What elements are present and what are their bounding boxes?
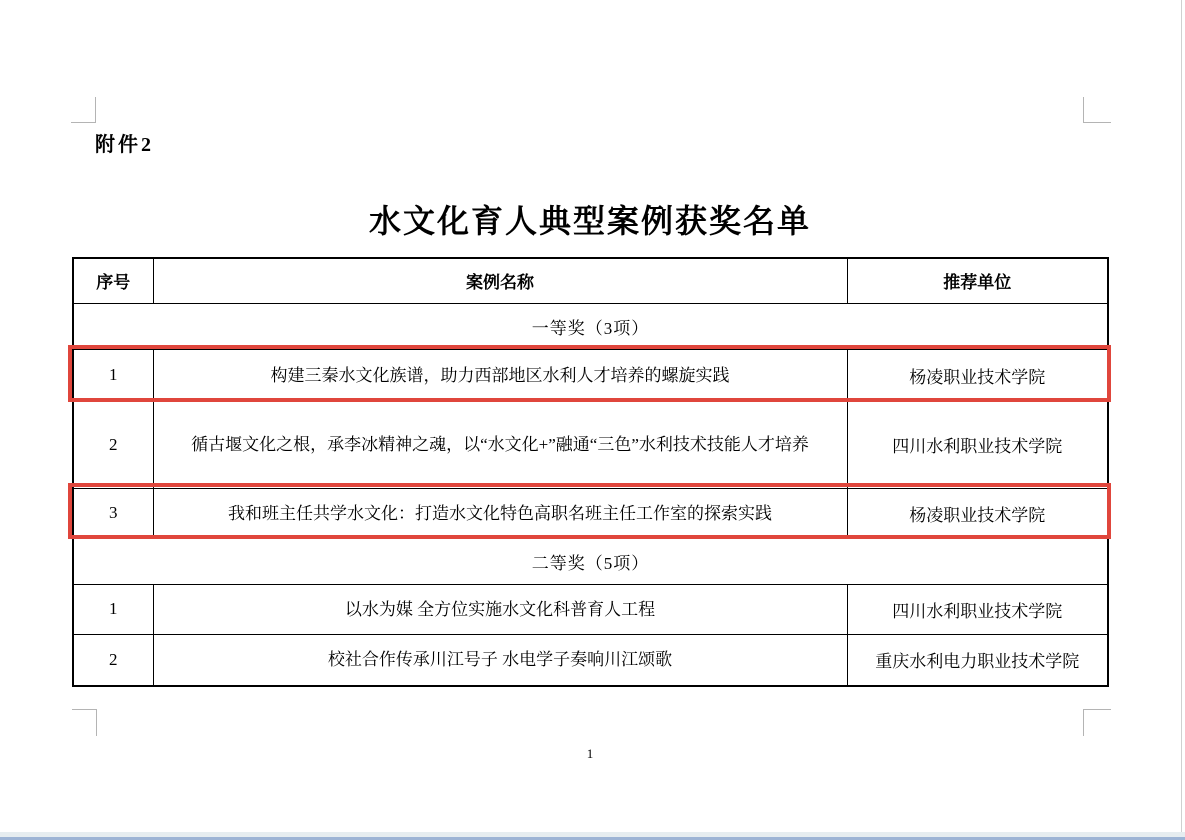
margin-mark-top-right-icon <box>1083 97 1111 123</box>
header-recommending-unit: 推荐单位 <box>847 258 1108 303</box>
case-name-cell: 校社合作传承川江号子 水电学子奏响川江颂歌 <box>153 634 847 686</box>
table-row <box>73 349 1108 401</box>
case-name-cell: 循古堰文化之根，承李冰精神之魂，以“水文化+”融通“三色”水利技术技能人才培养 <box>153 401 847 488</box>
section-label: 二等奖（5项） <box>73 538 1108 584</box>
section-row-first-prize <box>73 303 1108 349</box>
unit-cell: 四川水利职业技术学院 <box>847 401 1108 488</box>
table-row <box>73 634 1108 686</box>
margin-mark-bottom-left-icon <box>72 709 97 736</box>
page-edge-line <box>1181 0 1182 832</box>
unit-cell: 重庆水利电力职业技术学院 <box>847 634 1108 686</box>
page-number: 1 <box>586 746 594 761</box>
unit-cell: 杨凌职业技术学院 <box>847 349 1108 401</box>
table-row <box>73 401 1108 488</box>
margin-mark-bottom-right-icon <box>1083 709 1111 736</box>
unit-cell: 四川水利职业技术学院 <box>847 584 1108 634</box>
unit-cell: 杨凌职业技术学院 <box>847 488 1108 538</box>
row-number-cell: 2 <box>73 634 153 686</box>
case-name-cell: 构建三秦水文化族谱，助力西部地区水利人才培养的螺旋实践 <box>153 349 847 401</box>
table-row <box>73 584 1108 634</box>
awards-table <box>72 257 1109 687</box>
row-number-cell: 1 <box>73 349 153 401</box>
margin-mark-top-left-icon <box>71 97 96 123</box>
table-header-row <box>73 258 1108 303</box>
section-label: 一等奖（3项） <box>73 303 1108 349</box>
header-serial-number: 序号 <box>73 258 153 303</box>
document-title: 水文化育人典型案例获奖名单 <box>368 203 811 239</box>
case-name-cell: 以水为媒 全方位实施水文化科普育人工程 <box>153 584 847 634</box>
row-number-cell: 1 <box>73 584 153 634</box>
attachment-label: 附件2 <box>95 134 154 156</box>
row-number-cell: 3 <box>73 488 153 538</box>
section-row-second-prize <box>73 538 1108 584</box>
table-row <box>73 488 1108 538</box>
case-name-cell: 我和班主任共学水文化：打造水文化特色高职名班主任工作室的探索实践 <box>153 488 847 538</box>
header-case-name: 案例名称 <box>153 258 847 303</box>
row-number-cell: 2 <box>73 401 153 488</box>
